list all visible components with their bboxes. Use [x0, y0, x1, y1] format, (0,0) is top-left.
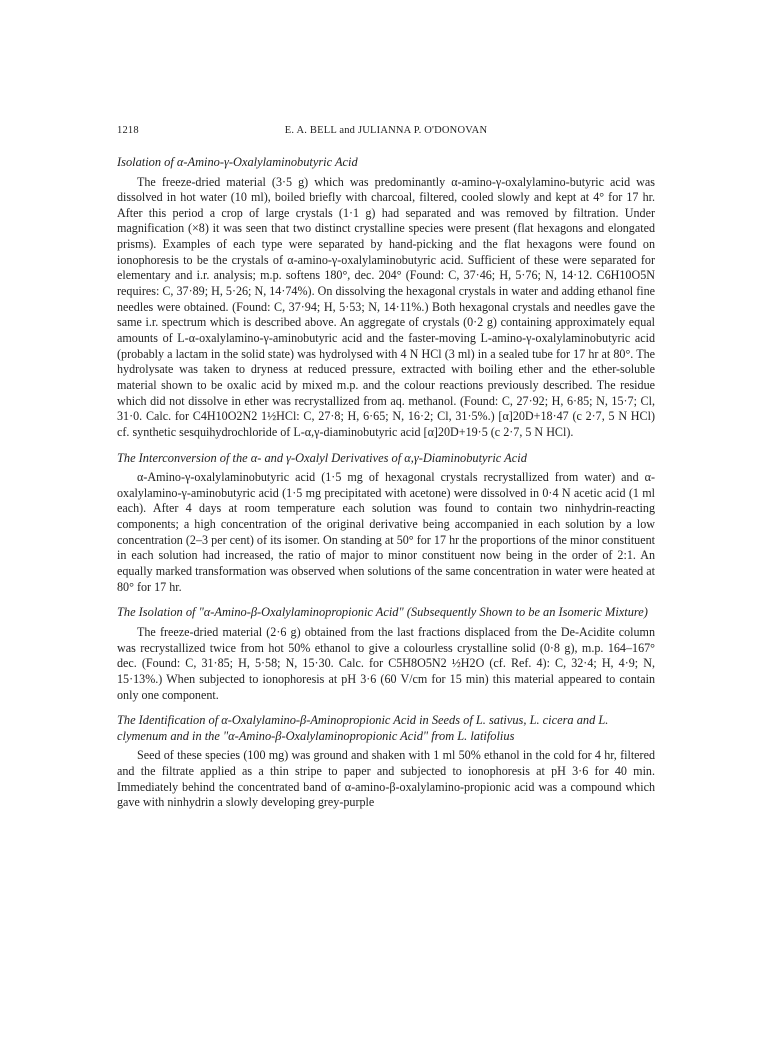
page-number: 1218: [117, 125, 139, 136]
section-paragraph-identification: Seed of these species (100 mg) was ground and shaken with 1 ml 50% ethanol in the cold for 4 hr, filtered and the filtrate applied as a thin stripe to paper and subjected to ionophoresis at pH 3·6 for 40 min. Immediately behind the concentrated band of α-amino-β-oxalylamino-propionic acid was a compound which gave with ninhydrin a slowly developing grey-purple: [117, 748, 655, 810]
section-heading-interconversion: The Interconversion of the α- and γ-Oxalyl Derivatives of α,γ-Diaminobutyric Acid: [117, 450, 527, 465]
section-paragraph-isolation-butyric: The freeze-dried material (3·5 g) which was predominantly α-amino-γ-oxalylamino-butyric acid was dissolved in hot water (10 ml), boiled briefly with charcoal, filtered, cooled slowly and kept at 4° for 17 hr. After this period a crop of large crystals (1·1 g) had separated and was removed by filtration. Under magnification (×8) it was seen that two distinct crystalline species were present (flat hexagons and elongated prisms). Examples of each type were separated by hand-picking and the flat hexagons were found on ionophoresis to be the crystals of α-amino-γ-oxalylaminobutyric acid. Sufficient of these were separated for elementary and i.r. analysis; m.p. softens 180°, dec. 204° (Found: C, 37·46; H, 5·76; N, 14·12. C6H10O5N requires: C, 37·89; H, 5·26; N, 14·74%). On dissolving the hexagonal crystals in water and adding ethanol fine needles were obtained. (Found: C, 37·94; H, 5·53; N, 14·11%.) Both hexagonal crystals and needles gave the same i.r. spectrum which is described above. An aggregate of crystals (0·2 g) containing approximately equal amounts of L-α-oxalylamino-γ-aminobutyric acid and the faster-moving L-amino-γ-oxalylaminobutyric acid (probably a lactam in the solid state) was hydrolysed with 4 N HCl (3 ml) in a sealed tube for 17 hr at 80°. The hydrolysate was taken to dryness at reduced pressure, extracted with boiling ether and the ether-soluble material shown to be oxalic acid by mixed m.p. and the colour reactions previously described. The residue which did not dissolve in ether was recrystallized from aq. methanol. (Found: C, 27·92; H, 6·85; N, 15·7; Cl, 31·0. Calc. for C4H10O2N2 1½HCl: C, 27·8; H, 6·65; N, 16·2; Cl, 31·5%.) [α]20D+18·47 (c 2·7, 5 N HCl) cf. synthetic sesquihydrochloride of L-α,γ-diaminobutyric acid [α]20D+19·5 (c 2·7, 5 N HCl).: [117, 174, 655, 439]
running-title: E. A. BELL and JULIANNA P. O'DONOVAN: [284, 125, 488, 136]
section-heading-isolation-propionic: The Isolation of "α-Amino-β-Oxalylaminopropionic Acid" (Subsequently Shown to be an Isomeric Mixture): [117, 605, 648, 620]
section-heading-identification: The Identification of α-Oxalylamino-β-Aminopropionic Acid in Seeds of L. sativus, L. cicera and L. clymenum and in the "α-Amino-β-Oxalylaminopropionic Acid" from L. latifolius: [117, 713, 609, 743]
section-paragraph-interconversion: α-Amino-γ-oxalylaminobutyric acid (1·5 mg of hexagonal crystals recrystallized from water) and α-oxalylamino-γ-aminobutyric acid (1·5 mg precipitated with acetone) were dissolved in 0·4 N acetic acid (1 ml each). After 4 days at room temperature each solution was found to contain two ninhydrin-reacting components; a high concentration of the original derivative being accompanied in each solution by a low concentration (2–3 per cent) of its isomer. On standing at 50° for 17 hr the proportions of the minor constituent in each solution had increased, the ratio of major to minor constituent now being in the order of 2:1. An equally marked transformation was observed when solutions of the same concentration in water were heated at 80° for 17 hr.: [117, 470, 655, 594]
section-paragraph-isolation-propionic: The freeze-dried material (2·6 g) obtained from the last fractions displaced from the De-Acidite column was recrystallized twice from hot 50% ethanol to give a colourless crystalline solid (0·8 g), m.p. 164–167° dec. (Found: C, 31·85; H, 5·58; N, 15·30. Calc. for C5H8O5N2 ½H2O (cf. Ref. 4): C, 32·4; H, 4·9; N, 15·13%.) When subjected to ionophoresis at pH 3·6 (60 V/cm for 15 min) this material appeared to contain only one component.: [117, 624, 655, 702]
running-header: [117, 125, 655, 145]
section-heading-isolation-butyric: Isolation of α-Amino-γ-Oxalylaminobutyric Acid: [117, 155, 358, 169]
journal-page: [117, 125, 655, 811]
